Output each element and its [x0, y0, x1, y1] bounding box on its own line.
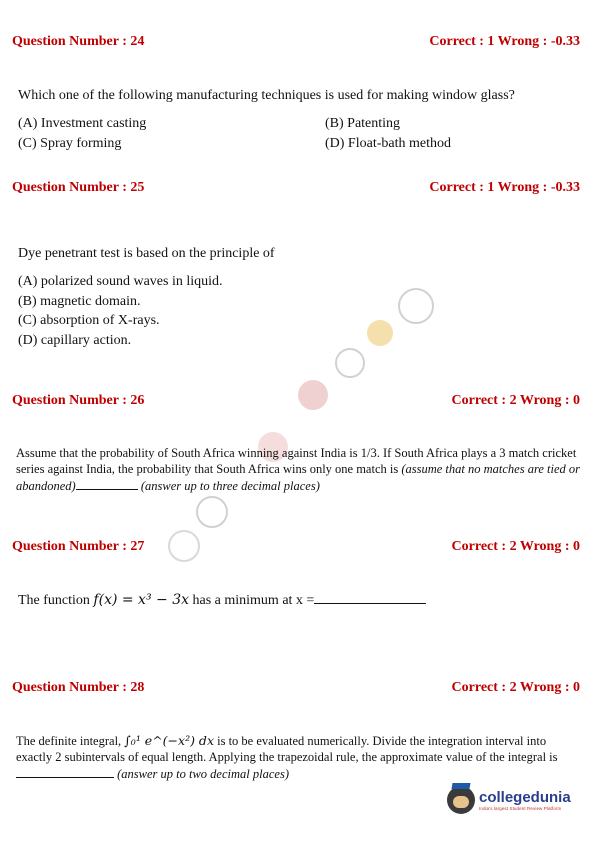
option-a: (A) Investment casting [18, 116, 147, 131]
watermark-stamp [196, 496, 228, 528]
question-marks: Correct : 1 Wrong : -0.33 [429, 180, 580, 195]
question-marks: Correct : 2 Wrong : 0 [451, 393, 580, 408]
collegedunia-logo [447, 786, 571, 814]
answer-blank [314, 591, 426, 604]
question-body: The definite integral, [16, 734, 125, 748]
answer-blank [76, 477, 138, 490]
question-header [12, 34, 580, 50]
question-marks: Correct : 2 Wrong : 0 [451, 539, 580, 554]
question-body: Assume that the probability of South Africa winning against India is 1/3. If South Africa plays a 3 match cricket series against India, the probability that South Africa wins only one match is [16, 446, 577, 476]
question-header [12, 180, 580, 196]
watermark-stamp [335, 348, 365, 378]
question-body: has a minimum at x = [189, 593, 315, 608]
question-note: (answer up to three decimal places) [140, 479, 320, 493]
graduate-icon [447, 786, 475, 814]
question-body: The function [18, 593, 94, 608]
math-expression: ∫₀¹ e^(−x²) dx [124, 733, 214, 748]
option-d: (D) Float-bath method [325, 135, 451, 151]
options-list [18, 114, 575, 153]
option-b: (B) magnetic domain. [18, 293, 141, 309]
option-a: (A) polarized sound waves in liquid. [18, 274, 223, 289]
watermark-stamp [367, 320, 393, 346]
logo-tagline: India's largest Student Review Platform [479, 805, 562, 811]
answer-blank [16, 765, 114, 778]
question-number: Question Number : 25 [12, 180, 145, 195]
option-b: (B) Patenting [325, 116, 401, 131]
option-d: (D) capillary action. [18, 332, 132, 348]
option-c: (C) absorption of X-rays. [18, 313, 160, 328]
question-note: (assume that no matches are tied or abandoned) [16, 462, 581, 493]
logo-name: collegedunia [479, 788, 571, 806]
option-c: (C) Spray forming [18, 135, 122, 151]
question-text: Which one of the following manufacturing techniques is used for making window glass? [18, 88, 515, 103]
question-marks: Correct : 1 Wrong : -0.33 [429, 34, 580, 49]
question-number: Question Number : 27 [12, 539, 145, 554]
question-text: Dye penetrant test is based on the principle of [18, 246, 275, 261]
question-text [18, 591, 583, 610]
watermark-stamp [398, 288, 434, 324]
question-text [16, 445, 581, 494]
question-number: Question Number : 28 [12, 680, 145, 695]
question-marks: Correct : 2 Wrong : 0 [451, 680, 580, 695]
question-number: Question Number : 24 [12, 34, 145, 49]
options-list [18, 272, 223, 350]
question-text [16, 733, 581, 782]
question-body: is to be evaluated numerically. Divide the integration interval into exactly 2 subintervals of equal length. Applying the trapezoidal rule, the approximate value of the integral is [16, 734, 558, 764]
question-note: (answer up to two decimal places) [117, 767, 289, 781]
question-header [12, 680, 580, 696]
math-expression: f(x) = x³ − 3x [93, 592, 189, 608]
question-number: Question Number : 26 [12, 393, 145, 408]
question-header [12, 393, 580, 409]
question-header [12, 539, 580, 555]
